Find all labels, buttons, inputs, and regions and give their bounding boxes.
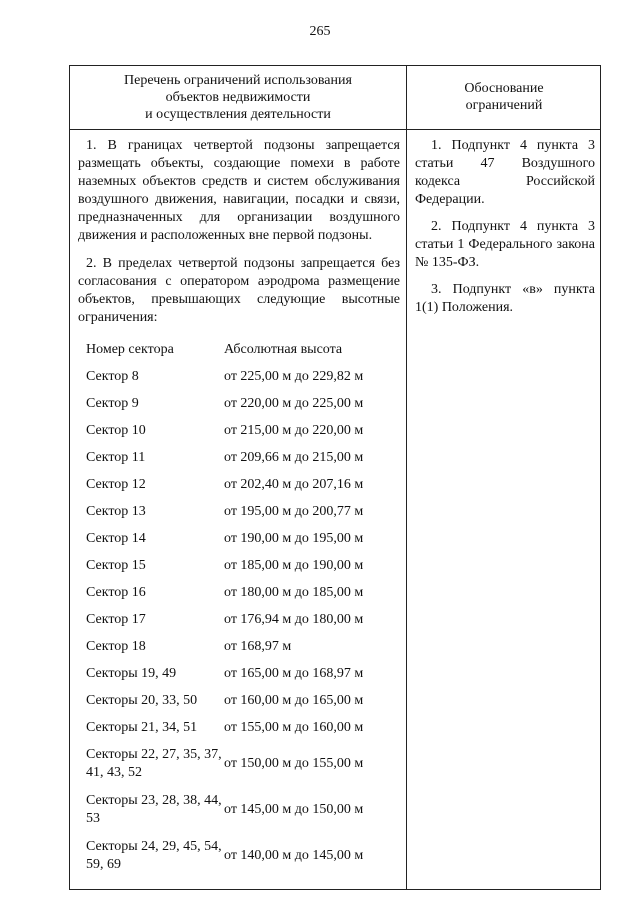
sector-altitude: от 150,00 м до 155,00 м <box>224 756 364 771</box>
altitude-column-header: Абсолютная высота <box>224 342 343 357</box>
sector-name: Сектор 8 <box>86 368 139 384</box>
header-restrictions <box>70 72 406 123</box>
sector-name: Сектор 16 <box>86 584 146 600</box>
sector-row <box>78 787 400 833</box>
sector-altitude: от 225,00 м до 229,82 м <box>224 368 364 384</box>
sector-altitude: от 195,00 м до 200,77 м <box>224 503 364 519</box>
column-divider <box>406 66 407 889</box>
sector-name: Сектор 17 <box>86 611 146 627</box>
sector-name: Секторы 20, 33, 50 <box>86 692 198 708</box>
sector-name: Сектор 18 <box>86 638 146 654</box>
sector-name: Секторы 21, 34, 51 <box>86 719 198 735</box>
justification-cell <box>415 137 595 326</box>
sector-altitude: от 185,00 м до 190,00 м <box>224 557 364 573</box>
sector-name: Секторы 23, 28, 38, 44, 53 <box>86 793 222 826</box>
sector-row <box>78 471 400 498</box>
justification-item: 2. Подпункт 4 пункта 3 статьи 1 Федерального закона № 135-ФЗ. <box>415 219 595 270</box>
sector-altitude: от 209,66 м до 215,00 м <box>224 449 364 465</box>
sector-row <box>78 741 400 787</box>
sector-name: Сектор 9 <box>86 395 139 411</box>
sector-row <box>78 390 400 417</box>
restrictions-table <box>69 65 601 890</box>
sector-altitude: от 176,94 м до 180,00 м <box>224 611 364 627</box>
restrictions-cell <box>78 137 400 879</box>
restriction-paragraph-1: 1. В границах четвертой подзоны запрещается размещать объекты, создающие помехи в работе наземных объектов средств и систем обслуживания воздушного движения, навигации, посадки и связи, предназначенных для организации воздушного движения и расположенных вне первой подзоны. <box>78 138 400 243</box>
sector-name: Сектор 10 <box>86 422 146 438</box>
header-right-line: Обоснование <box>464 81 544 96</box>
sector-row <box>78 579 400 606</box>
sector-name: Сектор 15 <box>86 557 146 573</box>
page-number: 265 <box>309 24 331 39</box>
sector-name: Сектор 14 <box>86 530 146 546</box>
header-left-line: и осуществления деятельности <box>145 107 331 122</box>
sector-table-header <box>78 337 400 363</box>
sector-name: Секторы 24, 29, 45, 54, 59, 69 <box>86 839 222 872</box>
sector-name: Сектор 13 <box>86 503 146 519</box>
sector-altitude: от 155,00 м до 160,00 м <box>224 719 364 735</box>
sector-altitude: от 202,40 м до 207,16 м <box>224 476 364 492</box>
sector-column-header: Номер сектора <box>86 342 174 357</box>
sector-altitude: от 168,97 м <box>224 638 292 654</box>
sector-altitude: от 165,00 м до 168,97 м <box>224 665 364 681</box>
sector-altitude: от 160,00 м до 165,00 м <box>224 692 364 708</box>
sector-row <box>78 633 400 660</box>
restriction-paragraph-2: 2. В пределах четвертой подзоны запрещается без согласования с оператором аэродрома размещение объектов, превышающих следующие высотные ограничения: <box>78 256 400 325</box>
sector-altitude: от 180,00 м до 185,00 м <box>224 584 364 600</box>
sector-row <box>78 606 400 633</box>
sector-name: Сектор 12 <box>86 476 146 492</box>
sector-row <box>78 714 400 741</box>
header-justification <box>407 80 601 114</box>
sector-name: Секторы 22, 27, 35, 37, 41, 43, 52 <box>86 747 222 780</box>
sector-row <box>78 833 400 879</box>
sector-row <box>78 660 400 687</box>
header-left-line: Перечень ограничений использования <box>124 73 352 88</box>
sector-row <box>78 525 400 552</box>
header-left-line: объектов недвижимости <box>165 90 311 105</box>
header-right-line: ограничений <box>465 98 543 113</box>
justification-item: 1. Подпункт 4 пункта 3 статьи 47 Воздушного кодекса Российской Федерации. <box>415 138 595 207</box>
sector-row <box>78 687 400 714</box>
sector-altitude: от 215,00 м до 220,00 м <box>224 422 364 438</box>
sector-name: Сектор 11 <box>86 449 146 465</box>
sector-row <box>78 498 400 525</box>
sector-altitude: от 140,00 м до 145,00 м <box>224 848 364 863</box>
sector-row <box>78 444 400 471</box>
sector-altitude: от 190,00 м до 195,00 м <box>224 530 364 546</box>
table-header <box>70 66 600 130</box>
sector-altitude: от 220,00 м до 225,00 м <box>224 395 364 411</box>
sector-name: Секторы 19, 49 <box>86 665 177 681</box>
justification-item: 3. Подпункт «в» пункта 1(1) Положения. <box>415 282 595 315</box>
sector-row <box>78 363 400 390</box>
sector-row <box>78 417 400 444</box>
sector-list <box>78 363 400 879</box>
sector-row <box>78 552 400 579</box>
sector-altitude: от 145,00 м до 150,00 м <box>224 802 364 817</box>
